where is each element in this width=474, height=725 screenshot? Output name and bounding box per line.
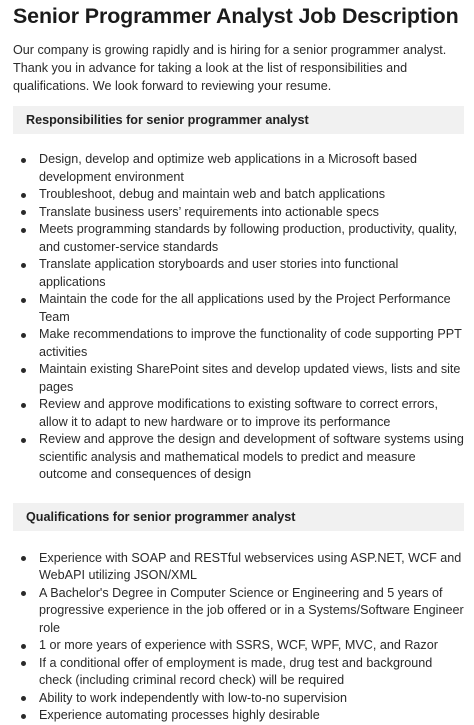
bullet-icon [21, 158, 26, 163]
list-item [13, 186, 464, 204]
responsibilities-section [13, 106, 464, 484]
list-item-text: Review and approve modifications to existing software to correct errors, allow it to adapt to new hardware or to improve its performance [39, 397, 438, 429]
bullet-icon [21, 661, 26, 666]
list-item-text: Design, develop and optimize web applications in a Microsoft based development environment [39, 152, 418, 184]
list-item-text: Translate business users’ requirements into actionable specs [39, 204, 379, 219]
list-item-text: Troubleshoot, debug and maintain web and batch applications [39, 187, 386, 201]
list-item-text: Maintain existing SharePoint sites and develop updated views, lists and site pages [39, 362, 461, 394]
list-item-text: A Bachelor's Degree in Computer Science or Engineering and 5 years of progressive experience in the job offered or in a Systems/Software Engineer role [39, 585, 464, 635]
qualifications-section [13, 503, 464, 725]
list-item-text: If a conditional offer of employment is made, drug test and background check (including criminal record check) will be required [39, 655, 433, 687]
list-item [13, 151, 464, 186]
list-item [13, 204, 464, 222]
list-item-text: Maintain the code for the all applications used by the Project Performance Team [39, 292, 451, 324]
list-item [13, 361, 464, 396]
bullet-icon [21, 263, 26, 268]
list-item-text: Ability to work independently with low-to-no supervision [39, 690, 347, 705]
list-item [13, 550, 464, 585]
bullet-icon [21, 696, 26, 701]
qualifications-list [13, 550, 464, 725]
list-item-text: 1 or more years of experience with SSRS, WCF, WPF, MVC, and Razor [39, 638, 438, 652]
bullet-icon [21, 714, 26, 719]
list-item [13, 291, 464, 326]
bullet-icon [21, 228, 26, 233]
page-title: Senior Programmer Analyst Job Description [13, 4, 459, 28]
list-item [13, 585, 464, 638]
bullet-icon [21, 193, 26, 198]
list-item [13, 707, 464, 725]
qualifications-heading: Qualifications for senior programmer analyst [13, 503, 464, 531]
list-item-text: Experience with SOAP and RESTful webservices using ASP.NET, WCF and WebAPI utilizing JSON/XML [39, 550, 462, 582]
bullet-icon [21, 333, 26, 338]
list-item [13, 637, 464, 655]
list-item [13, 431, 464, 484]
list-item-text: Make recommendations to improve the functionality of code supporting PPT activities [39, 327, 462, 359]
list-item [13, 221, 464, 256]
list-item [13, 655, 464, 690]
list-item-text: Experience automating processes highly desirable [39, 708, 320, 722]
bullet-icon [21, 644, 26, 649]
responsibilities-list [13, 151, 464, 484]
bullet-icon [21, 438, 26, 443]
list-item [13, 256, 464, 291]
bullet-icon [21, 368, 26, 373]
list-item-text: Translate application storyboards and user stories into functional applications [39, 257, 399, 289]
bullet-icon [21, 556, 26, 561]
responsibilities-heading: Responsibilities for senior programmer analyst [13, 106, 464, 134]
list-item [13, 396, 464, 431]
bullet-icon [21, 298, 26, 303]
list-item-text: Review and approve the design and development of software systems using scientific analysis and mathematical models to predict and measure outcome and consequences of design [39, 432, 464, 481]
list-item [13, 690, 464, 708]
bullet-icon [21, 591, 26, 596]
bullet-icon [21, 210, 26, 215]
list-item [13, 326, 464, 361]
list-item-text: Meets programming standards by following production, productivity, quality, and customer-service standards [39, 222, 458, 254]
bullet-icon [21, 403, 26, 408]
intro-paragraph: Our company is growing rapidly and is hiring for a senior programmer analyst. Thank you in advance for taking a look at the list of responsibilities and qualifications. We look forward to reviewing your resume. [13, 43, 447, 93]
